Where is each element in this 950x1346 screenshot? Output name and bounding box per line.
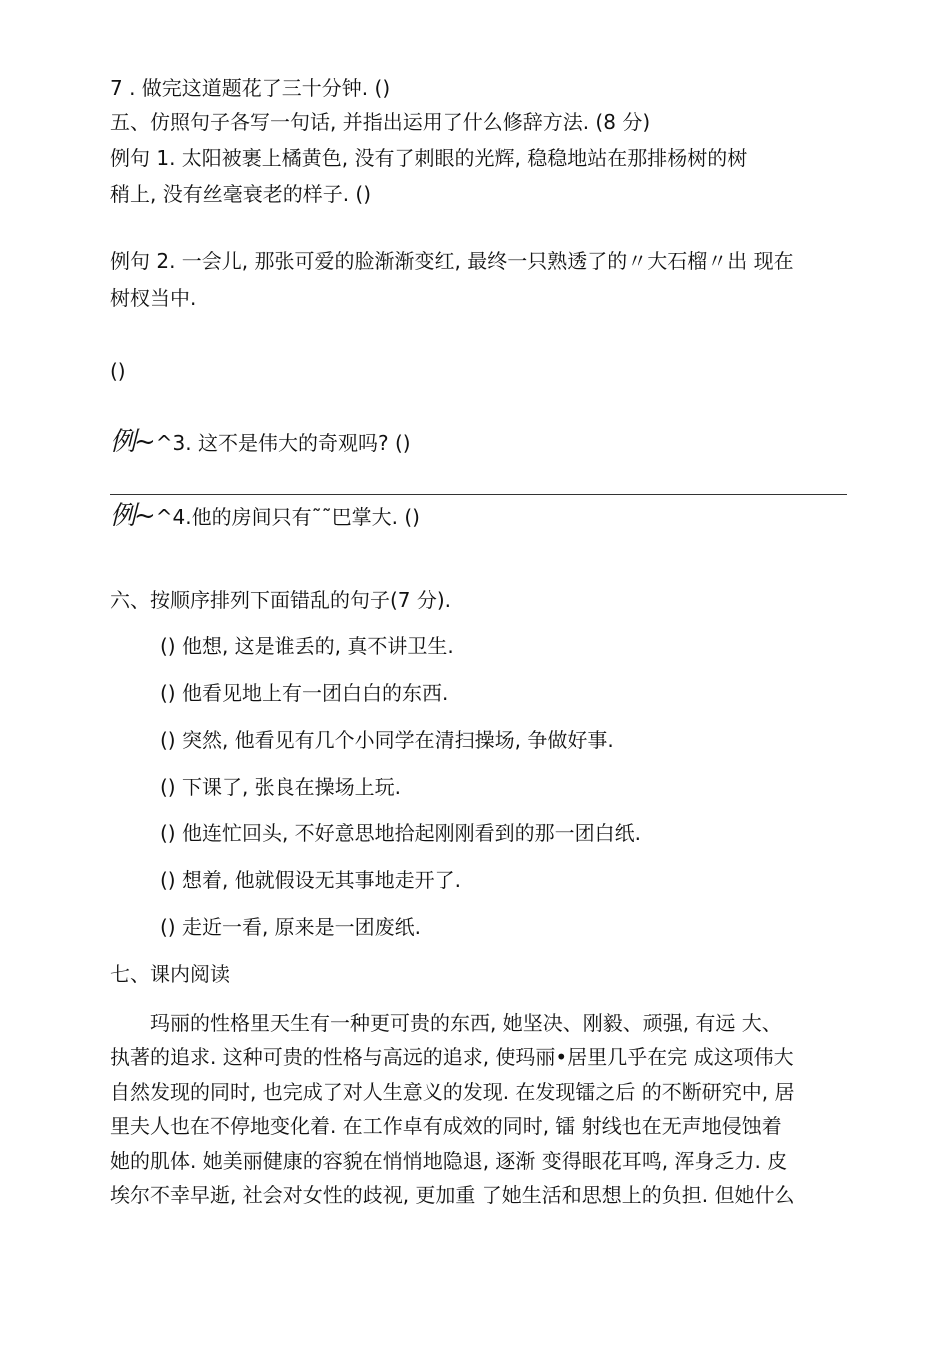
example-4-text: ^4.他的房间只有˜˜巴掌大. () (155, 505, 420, 529)
section-5-heading: 五、仿照句子各写一句话, 并指出运用了什么修辞方法. (8 分) (110, 110, 651, 134)
question-7: 7 . 做完这道题花了三十分钟. () (110, 76, 391, 100)
answer-blank: () (110, 359, 126, 383)
passage-line: 自然发现的同时, 也完成了对人生意义的发现. 在发现镭之后 的不断研究中, 居 (110, 1079, 795, 1104)
example-3 (110, 428, 411, 457)
reading-passage (110, 1006, 850, 1212)
passage-line: 里夫人也在不停地变化着. 在工作卓有成效的同时, 镭 射线也在无声地侵蚀着 (110, 1114, 782, 1139)
example-1-line-2: 稍上, 没有丝毫衰老的样子. () (110, 182, 372, 206)
example-4-handwritten-mark: 例~ (110, 501, 154, 531)
list-item: () 想着, 他就假设无其事地走开了. (160, 868, 462, 892)
example-2-line-2: 树杈当中. (110, 286, 197, 310)
list-item: () 他想, 这是谁丢的, 真不讲卫生. (160, 634, 454, 658)
passage-line: 玛丽的性格里天生有一种更可贵的东西, 她坚决、刚毅、顽强, 有远 大、 (110, 1011, 782, 1035)
list-item: () 突然, 他看见有几个小同学在清扫操场, 争做好事. (160, 728, 614, 752)
passage-line: 执著的追求. 这种可贵的性格与高远的追求, 使玛丽•居里几乎在完 成这项伟大 (110, 1045, 794, 1070)
list-item: () 他看见地上有一团白白的东西. (160, 681, 449, 705)
answer-line (110, 494, 847, 495)
example-1-line-1: 例句 1. 太阳被裹上橘黄色, 没有了刺眼的光辉, 稳稳地站在那排杨树的树 (110, 146, 748, 170)
section-6-heading: 六、按顺序排列下面错乱的句子(7 分). (110, 588, 452, 612)
section-7-heading: 七、课内阅读 (110, 962, 230, 986)
list-item: () 下课了, 张良在操场上玩. (160, 775, 402, 799)
example-4 (110, 502, 420, 531)
passage-line: 埃尔不幸早逝, 社会对女性的歧视, 更加重 了她生活和思想上的负担. 但她什么 (110, 1183, 795, 1208)
passage-line: 她的肌体. 她美丽健康的容貌在悄悄地隐退, 逐渐 变得眼花耳鸣, 浑身乏力. 皮 (110, 1148, 788, 1173)
list-item: () 他连忙回头, 不好意思地拾起刚刚看到的那一团白纸. (160, 821, 642, 845)
list-item: () 走近一看, 原来是一团废纸. (160, 915, 422, 939)
example-3-handwritten-mark: 例~ (110, 427, 154, 457)
example-2-line-1: 例句 2. 一会儿, 那张可爱的脸渐渐变红, 最终一只熟透了的〃大石榴〃出 现在 (110, 249, 794, 273)
example-3-text: ^3. 这不是伟大的奇观吗? () (155, 431, 411, 455)
